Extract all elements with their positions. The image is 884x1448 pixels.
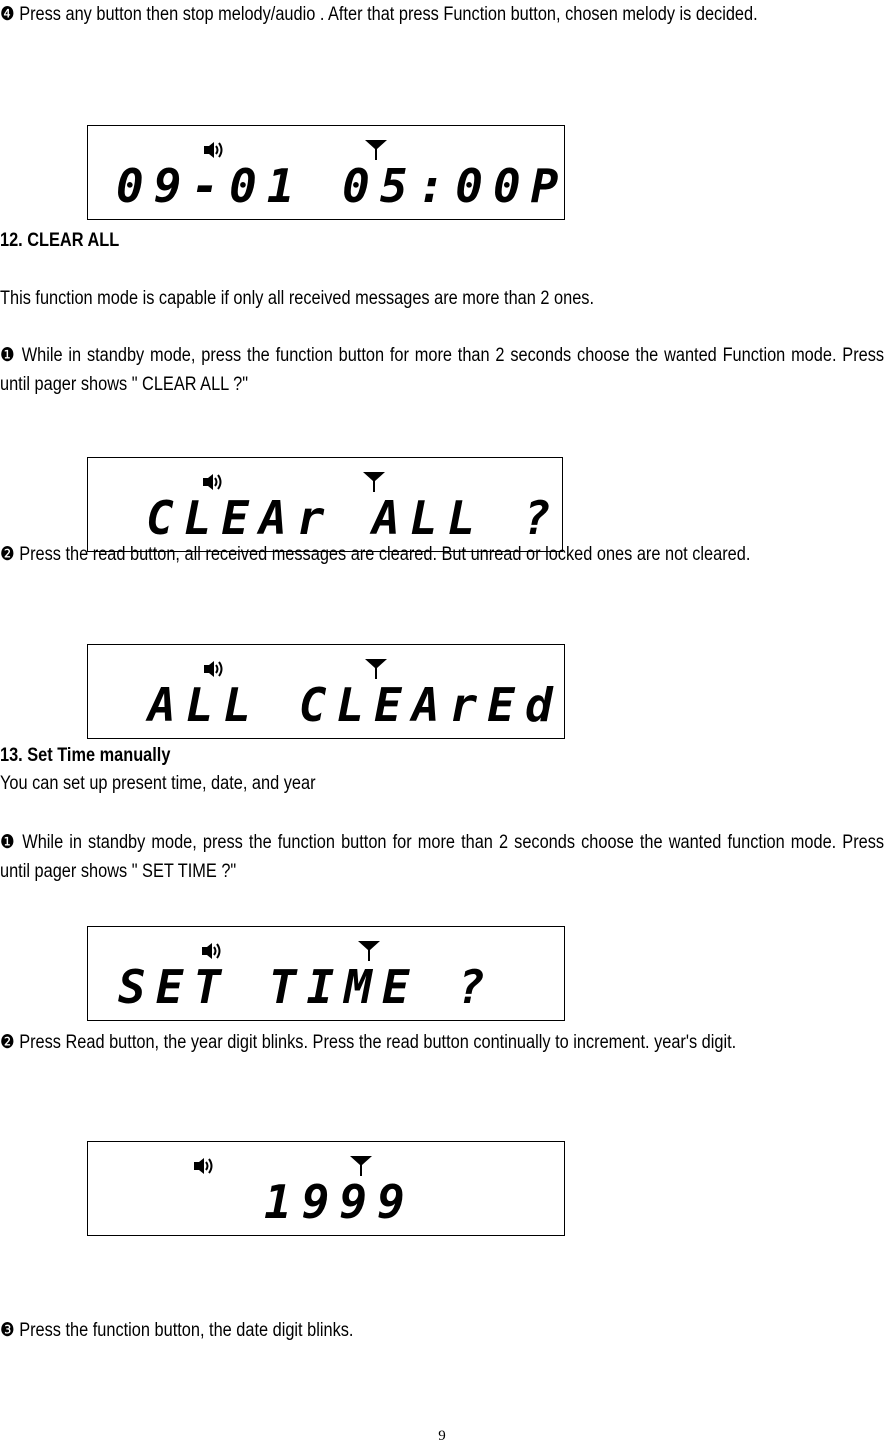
paragraph-step-1: ❶ While in standby mode, press the function button for more than 2 seconds choose the wanted function mode. Press until pager shows " SET TIME ?" <box>0 832 884 882</box>
paragraph-melody: ❹ Press any button then stop melody/audio . After that press Function button, chosen melody is decided. <box>0 4 758 25</box>
display-text: 09-01 05:00P <box>116 159 569 213</box>
speaker-icon <box>191 1154 215 1178</box>
page-number: 9 <box>438 1428 446 1444</box>
section-heading: 13. Set Time manually <box>0 745 171 766</box>
paragraph-step-2: ❷ Press Read button, the year digit blinks. Press the read button continually to increment. year's digit. <box>0 1032 737 1053</box>
paragraph-step-2: ❷ Press the read button, all received messages are cleared. But unread or locked ones are not cleared. <box>0 544 751 565</box>
pager-display <box>87 926 565 1021</box>
display-text: ALL CLEArEd <box>148 678 563 732</box>
paragraph-step-1: ❶ While in standby mode, press the function button for more than 2 seconds choose the wanted Function mode. Press until pager shows " CLEAR ALL ?" <box>0 345 884 395</box>
paragraph: This function mode is capable if only all received messages are more than 2 ones. <box>0 288 595 309</box>
paragraph: You can set up present time, date, and year <box>0 773 316 794</box>
section-heading: 12. CLEAR ALL <box>0 230 120 251</box>
display-text: 1999 <box>264 1175 415 1229</box>
pager-display <box>87 1141 565 1236</box>
display-text: CLEAr ALL ? <box>146 491 561 545</box>
paragraph-step-3: ❸ Press the function button, the date digit blinks. <box>0 1320 354 1341</box>
pager-display <box>87 457 563 552</box>
pager-display <box>87 644 565 739</box>
display-text: SET TIME ? <box>118 960 495 1014</box>
pager-display <box>87 125 569 220</box>
